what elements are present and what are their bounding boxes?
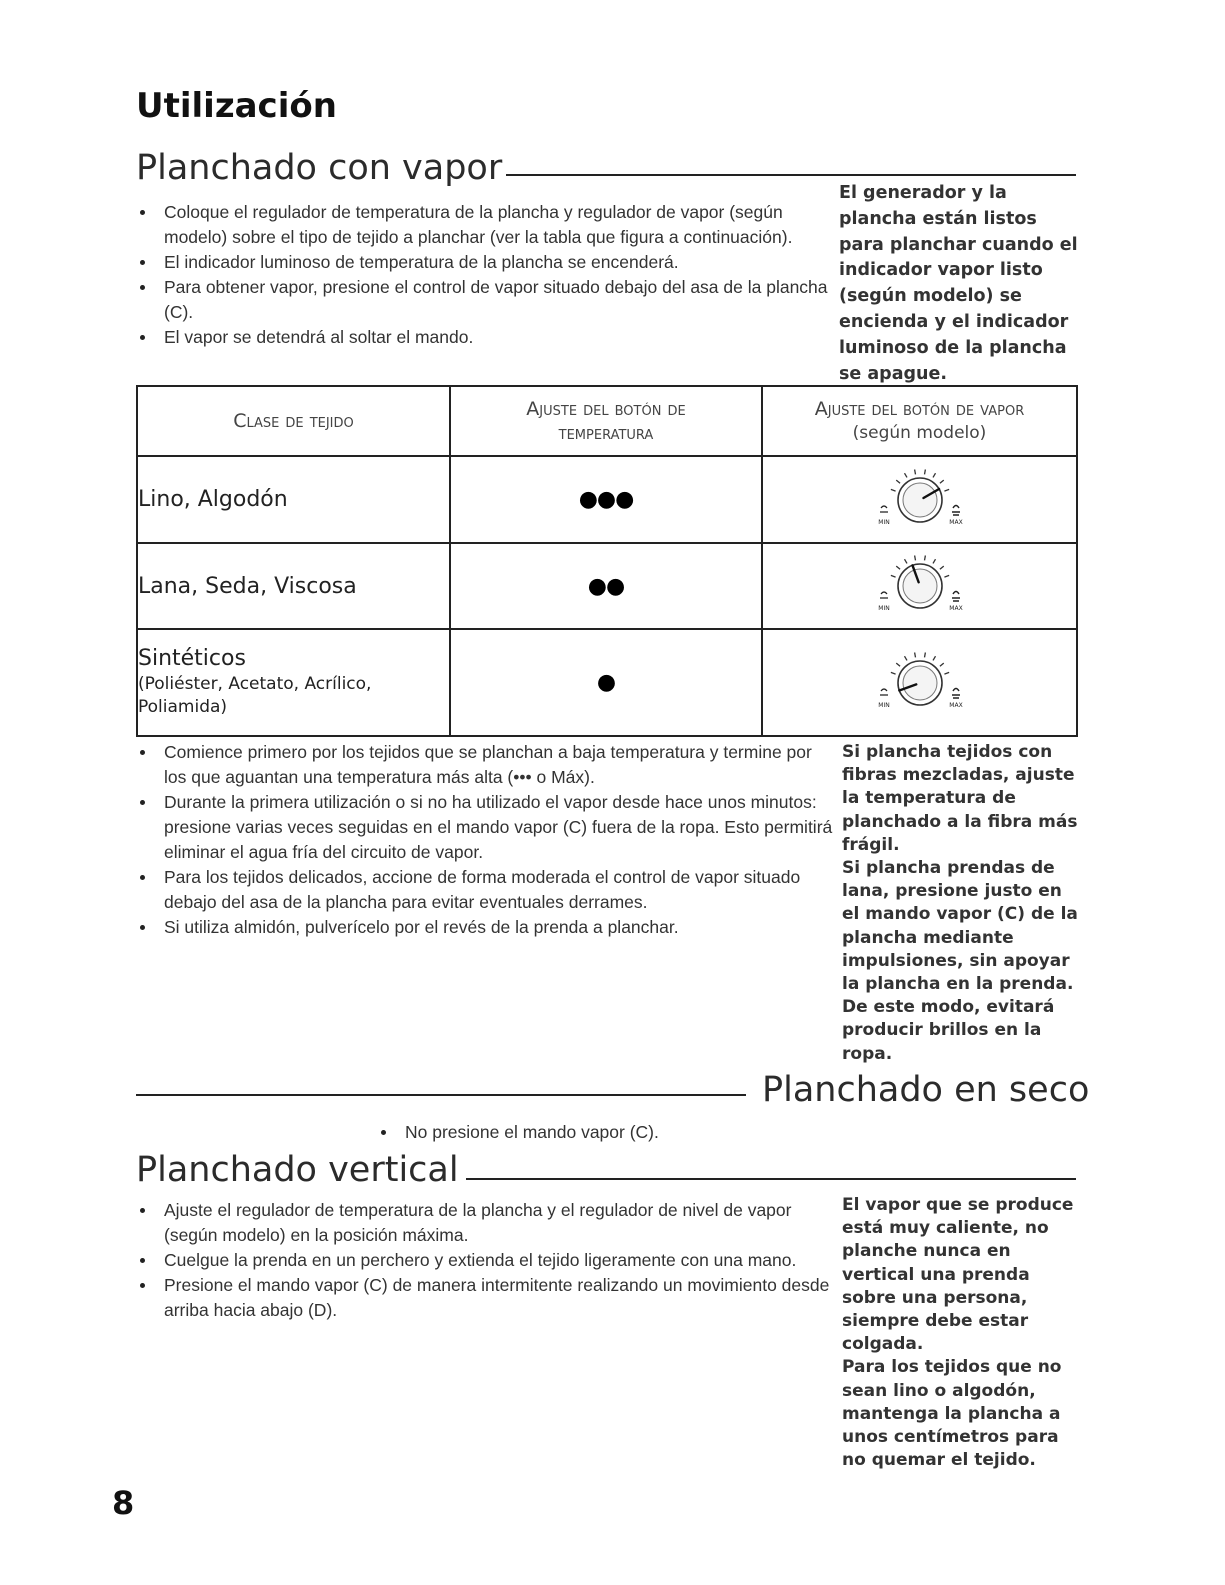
dial-min-label: MIN [877,518,890,526]
fabric-name: Lino, Algodón [137,456,450,543]
dry-bullet-list [377,1120,877,1145]
steam-bullet-list [136,200,836,350]
list-item: Para obtener vapor, presione el control de vapor situado debajo del asa de la plancha (C). [136,275,836,325]
header-steam [762,386,1077,456]
temperature-dots: ●●● [450,456,762,543]
list-item: Presione el mando vapor (C) de manera intermitente realizando un movimiento desde arriba hacia abajo (D). [136,1273,836,1323]
list-item: Ajuste el regulador de temperatura de la plancha y el regulador de nivel de vapor (según modelo) en la posición máxima. [136,1198,836,1248]
steam-dial-cell [762,543,1077,629]
section-rule-steam [506,174,1076,176]
temperature-dots: ● [450,629,762,736]
list-item: Durante la primera utilización o si no ha utilizado el vapor desde hace unos minutos: presione varias veces seguidas en el mando vapor (C) fuera de la ropa. Esto permitirá eliminar el agua fría del circuito de vapor. [136,790,836,865]
fabric-settings-table [136,385,1078,737]
steam-dial-cell [762,629,1077,736]
dial-min-label: MIN [877,701,890,709]
fabric-name: Sintéticos [138,646,246,671]
table-row [137,543,1077,629]
steam-dial-icon [865,544,975,624]
table-row [137,629,1077,736]
list-item: El indicador luminoso de temperatura de la plancha se encenderá. [136,250,836,275]
list-item: No presione el mando vapor (C). [377,1120,877,1145]
steam-dial-icon [865,641,975,721]
page-number: 8 [112,1484,135,1522]
steam-dial-icon [865,458,975,538]
dial-max-label: MAX [948,701,963,709]
section-rule-vertical [466,1178,1076,1180]
page-title: Utilización [136,86,337,126]
vertical-bullet-list [136,1198,836,1323]
section-rule-dry [136,1094,746,1096]
header-temperature: Ajuste del botón de temperatura [450,386,762,456]
section-title-vertical: Planchado vertical [136,1150,459,1190]
list-item: Si utiliza almidón, pulverícelo por el revés de la prenda a planchar. [136,915,836,940]
fabric-examples: (Poliéster, Acetato, Acrílico, Poliamida) [138,674,372,717]
list-item: Comience primero por los tejidos que se planchan a baja temperatura y termine por los que aguantan una temperatura más alta (••• o Máx). [136,740,836,790]
table-header-row [137,386,1077,456]
steam-tips-side-note: Si plancha tejidos con fibras mezcladas, ajuste la temperatura de planchado a la fibra más frágil. Si plancha prendas de lana, presione justo en el mando vapor (C) de la plancha mediante impulsiones, sin apoyar la plancha en la prenda. De este modo, evitará producir brillos en la ropa. [842,742,1078,1064]
header-fabric: Clase de tejido [137,386,450,456]
steam-tips-list [136,740,836,940]
fabric-name: Lana, Seda, Viscosa [137,543,450,629]
header-steam-label: Ajuste del botón de vapor [814,398,1025,420]
fabric-name-cell [137,629,450,736]
steam-side-note: El generador y la plancha están listos para planchar cuando el indicador vapor listo (según modelo) se encienda y el indicador luminoso de la plancha se apague. [839,183,1078,384]
dial-max-label: MAX [948,605,963,612]
section-title-dry: Planchado en seco [762,1070,1090,1110]
section-title-steam: Planchado con vapor [136,148,503,188]
list-item: El vapor se detendrá al soltar el mando. [136,325,836,350]
dial-max-label: MAX [948,518,963,526]
list-item: Coloque el regulador de temperatura de la plancha y regulador de vapor (según modelo) sobre el tipo de tejido a planchar (ver la tabla que figura a continuación). [136,200,836,250]
list-item: Para los tejidos delicados, accione de forma moderada el control de vapor situado debajo del asa de la plancha para evitar eventuales derrames. [136,865,836,915]
vertical-side-note: El vapor que se produce está muy caliente, no planche nunca en vertical una prenda sobre una persona, siempre debe estar colgada. Para los tejidos que no sean lino o algodón, mantenga la plancha a unos centímetros para no quemar el tejido. [842,1195,1074,1471]
steam-dial-cell [762,456,1077,543]
list-item: Cuelgue la prenda en un perchero y extienda el tejido ligeramente con una mano. [136,1248,836,1273]
dial-min-label: MIN [877,605,890,612]
temperature-dots: ●● [450,543,762,629]
header-steam-sub: (según modelo) [852,423,987,443]
table-row [137,456,1077,543]
